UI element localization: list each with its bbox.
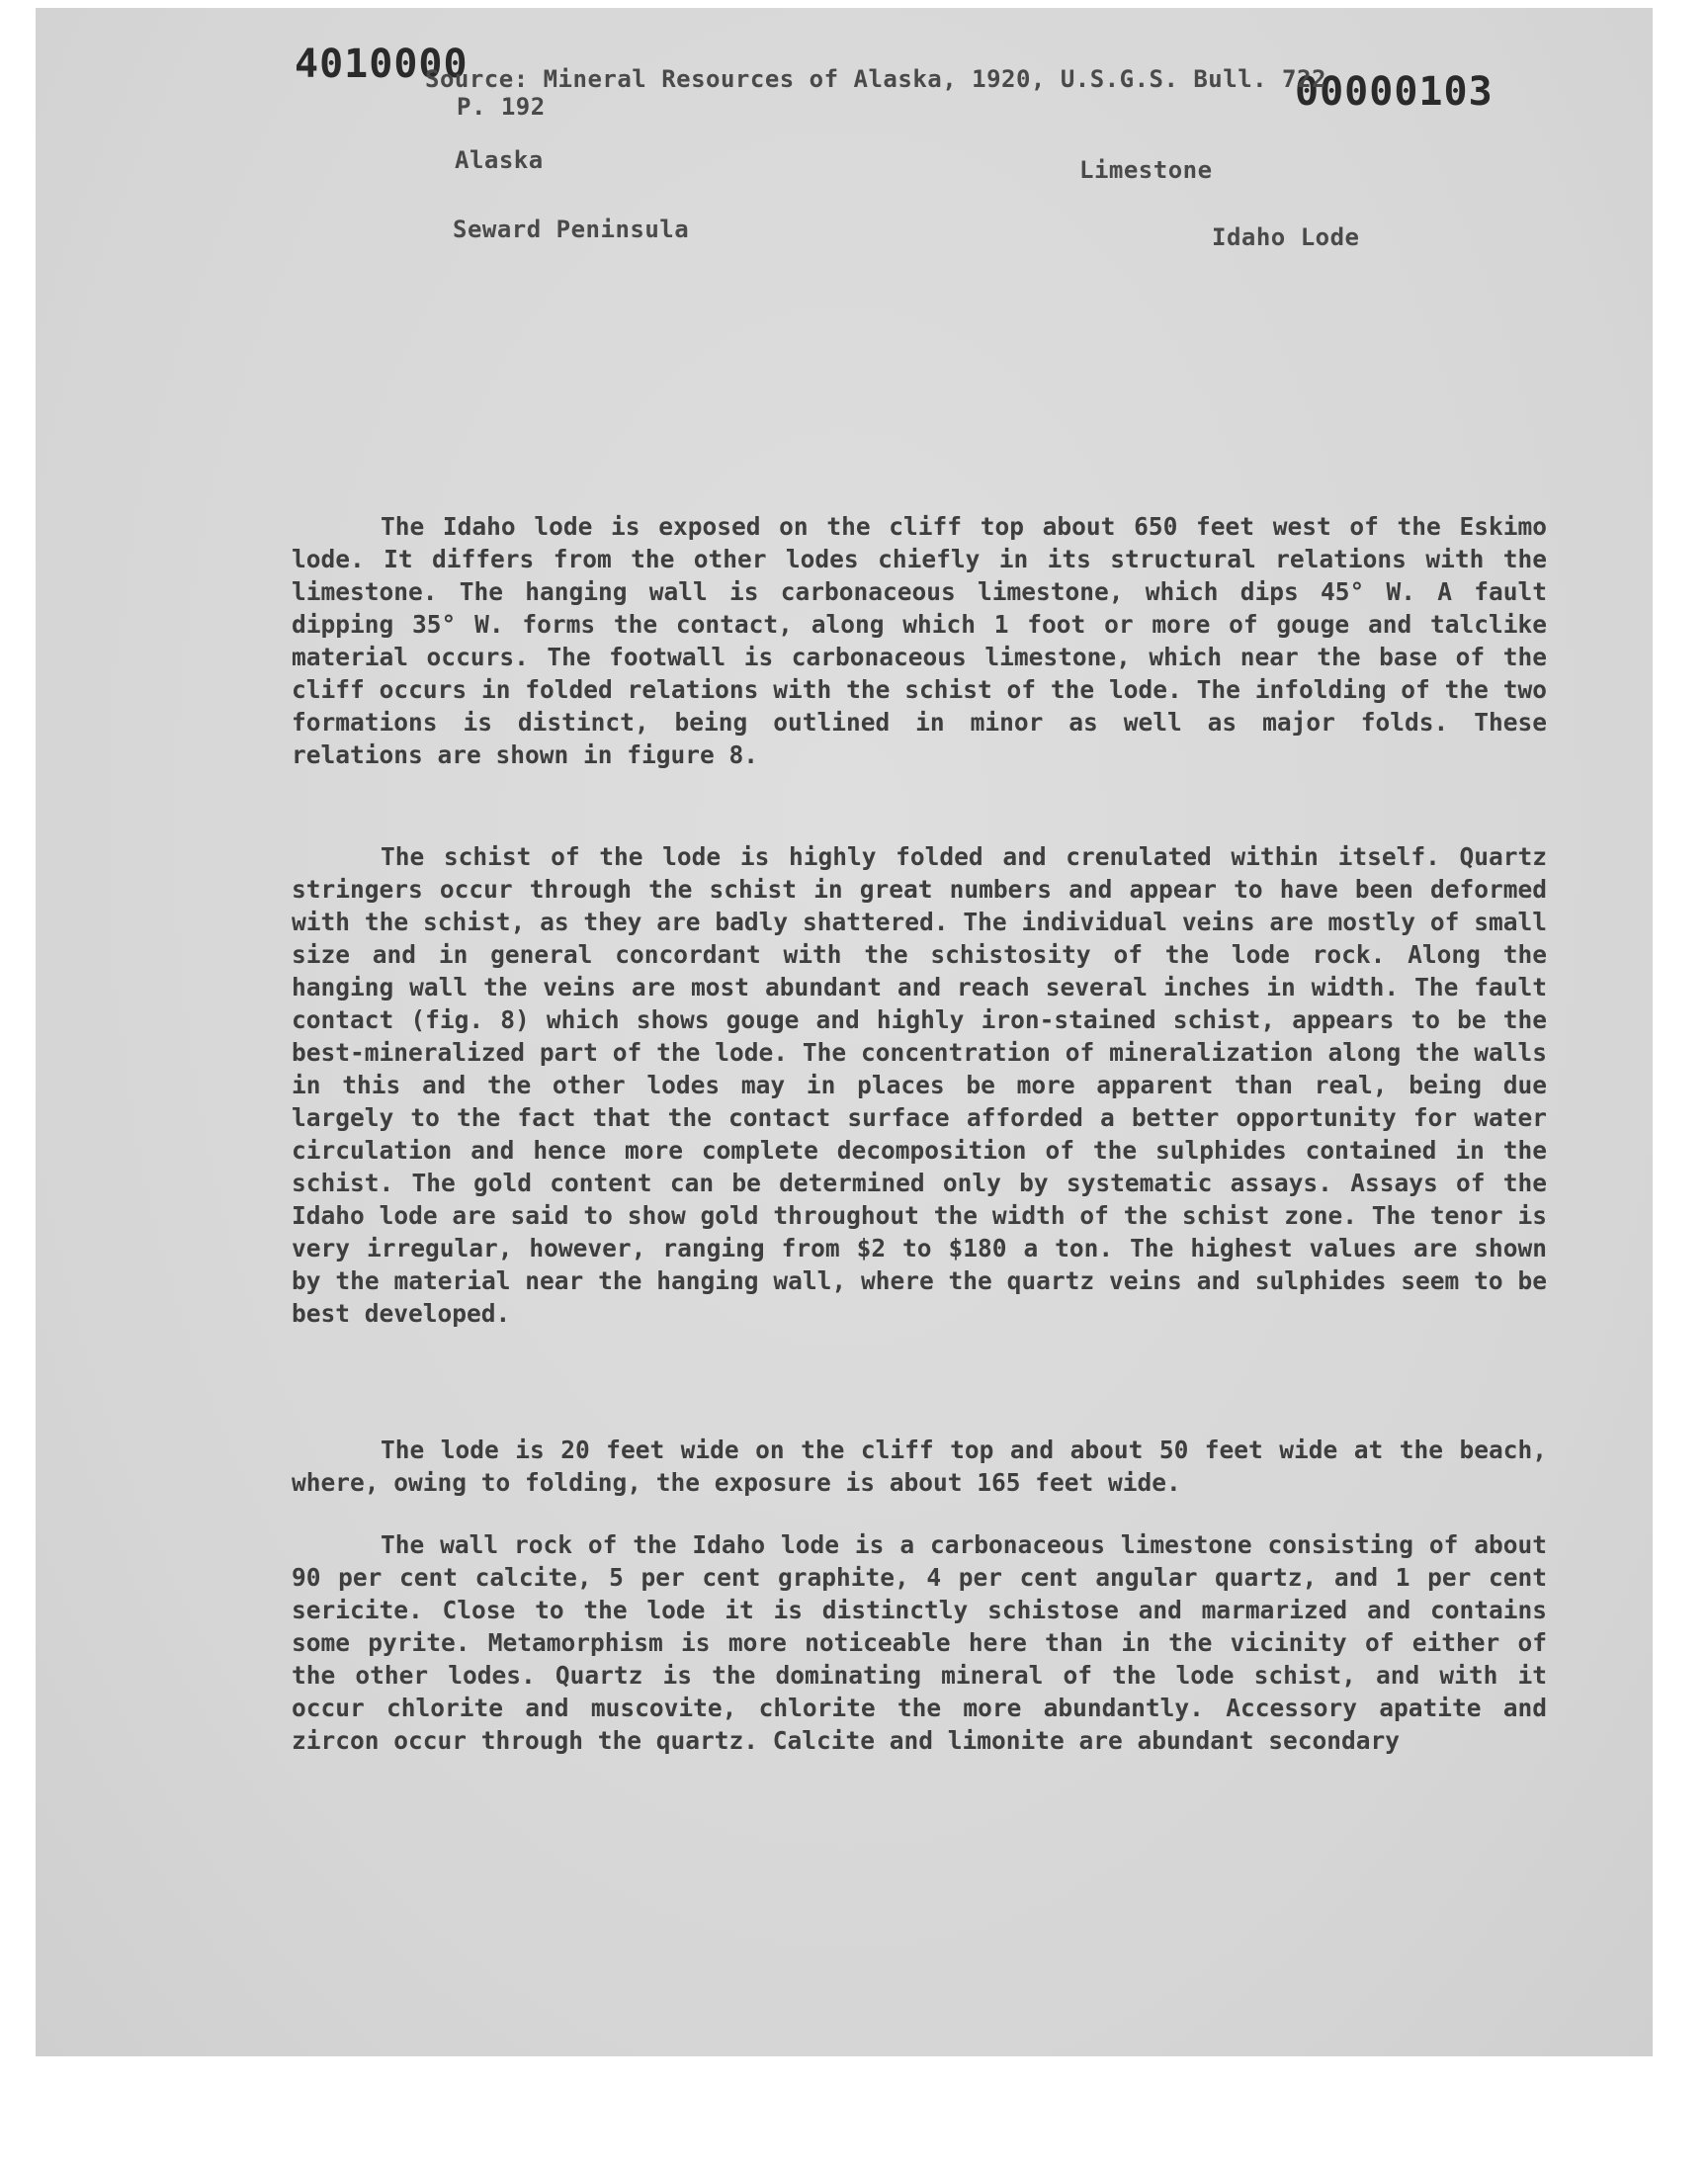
source-citation: Source: Mineral Resources of Alaska, 1920, U.S.G.S. Bull. 722 [425, 65, 1326, 93]
region-label: Seward Peninsula [453, 216, 690, 243]
document-number-stamp-right: 00000103 [1295, 69, 1494, 115]
paragraph-mineralization: The schist of the lode is highly folded and crenulated within itself. Quartz stringers occur through the schist in great numbers and appear to have been deformed with the schist, as they are badly shattered. The individual veins are mostly of small size and in general concordant with the schistosity of the lode rock. Along the hanging wall the veins are most abundant and reach several inches in width. The fault contact (fig. 8) which shows gouge and highly iron-stained schist, appears to be the best-mineralized part of the lode. The concentration of mineralization along the walls in this and the other lodes may in places be more apparent than real, being due largely to the fact that the contact surface afforded a better opportunity for water circulation and hence more complete decomposition of the sulphides contained in the schist. The gold content can be determined only by systematic assays. Assays of the Idaho lode are said to show gold throughout the width of the schist zone. The tenor is very irregular, however, ranging from $2 to $180 a ton. The highest values are shown by the material near the hanging wall, where the quartz veins and sulphides seem to be best developed. [292, 842, 1547, 1328]
paragraph-dimensions: The lode is 20 feet wide on the cliff top and about 50 feet wide at the beach, where, owing to folding, the exposure is about 165 feet wide. [292, 1436, 1547, 1497]
source-page: P. 192 [457, 93, 546, 121]
paragraph-structure: The Idaho lode is exposed on the cliff top about 650 feet west of the Eskimo lode. It differs from the other lodes chiefly in its structural relations with the limestone. The hanging wall is carbonaceous limestone, which dips 45° W. A fault dipping 35° W. forms the contact, along which 1 foot or more of gouge and talclike material occurs. The footwall is carbonaceous limestone, which near the base of the cliff occurs in folded relations with the schist of the lode. The infolding of the two formations is distinct, being outlined in minor as well as major folds. These relations are shown in figure 8. [292, 512, 1547, 769]
paragraph-wall-rock: The wall rock of the Idaho lode is a carbonaceous limestone consisting of about 90 per cent calcite, 5 per cent graphite, 4 per cent angular quartz, and 1 per cent sericite. Close to the lode it is distinctly schistose and marmarized and contains some pyrite. Metamorphism is more noticeable here than in the vicinity of either of the other lodes. Quartz is the dominating mineral of the lode schist, and with it occur chlorite and muscovite, chlorite the more abundantly. Accessory apatite and zircon occur through the quartz. Calcite and limonite are abundant secondary [292, 1530, 1547, 1755]
document-number-stamp-left: 4010000 [295, 42, 469, 87]
deposit-label: Idaho Lode [1212, 223, 1360, 251]
state-label: Alaska [455, 146, 544, 174]
commodity-label: Limestone [1079, 156, 1213, 184]
